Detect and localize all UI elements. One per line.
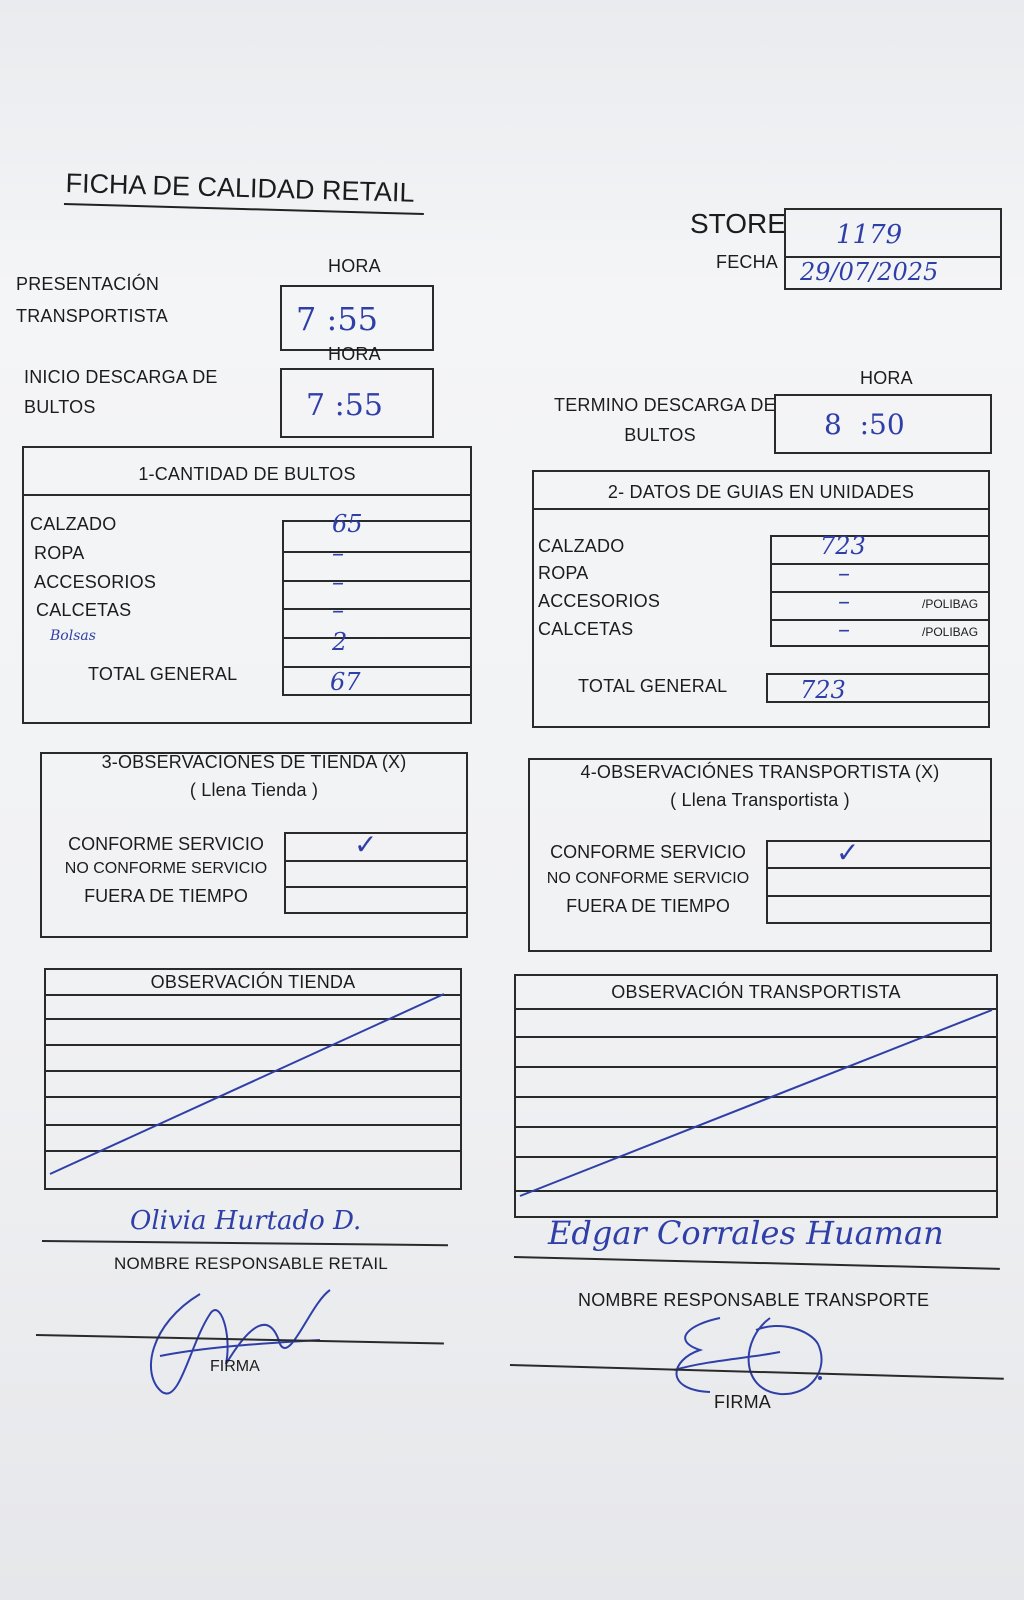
section2-total-value: 723	[800, 676, 846, 704]
termino-time-value: 8 :50	[824, 408, 905, 441]
option-label: NO CONFORME SERVICIO	[64, 860, 268, 877]
retail-signature	[140, 1284, 340, 1404]
section1-row-value[interactable]: –	[332, 539, 344, 567]
section2-title: 2- DATOS DE GUIAS EN UNIDADES	[607, 482, 915, 502]
option-label: CONFORME SERVICIO	[550, 842, 746, 862]
section2-row-label: CALZADO	[538, 536, 625, 556]
section1-total-label: TOTAL GENERAL	[88, 664, 238, 684]
section2-row-label: ACCESORIOS	[538, 591, 661, 611]
section4-title: 4-OBSERVACIÓNES TRANSPORTISTA (X)	[580, 762, 940, 782]
check-mark[interactable]: ✓	[836, 836, 860, 869]
transporte-responsable-name: Edgar Corrales Huaman	[548, 1214, 944, 1252]
section2-total-label: TOTAL GENERAL	[578, 676, 728, 696]
observacion-tienda-title: OBSERVACIÓN TIENDA	[150, 972, 356, 992]
fecha-label: FECHA	[716, 252, 779, 272]
retail-firma-label: FIRMA	[210, 1358, 260, 1375]
section3-subtitle: ( Llena Tienda )	[189, 780, 319, 800]
section1-row-label: CALCETAS	[36, 600, 132, 620]
section1-row-value[interactable]: 2	[332, 628, 348, 656]
check-mark[interactable]: ✓	[354, 828, 378, 861]
section4-subtitle: ( Llena Transportista )	[670, 790, 850, 810]
section2-row-value[interactable]: –	[838, 559, 850, 587]
strike-through-line	[44, 968, 462, 1190]
section2-row-label: ROPA	[538, 563, 589, 583]
polibag-label: /POLIBAG	[922, 625, 979, 639]
section2-row-value[interactable]: –	[838, 587, 850, 615]
retail-responsable-label: NOMBRE RESPONSABLE RETAIL	[114, 1254, 388, 1273]
option-label: NO CONFORME SERVICIO	[546, 870, 750, 887]
option-label: FUERA DE TIEMPO	[566, 896, 730, 916]
retail-responsable-name: Olivia Hurtado D.	[130, 1206, 362, 1236]
store-value: 1179	[836, 220, 903, 250]
transporte-responsable-label: NOMBRE RESPONSABLE TRANSPORTE	[578, 1290, 930, 1310]
inicio-time-value: 7 :55	[306, 388, 383, 423]
option-label: FUERA DE TIEMPO	[84, 886, 248, 906]
section2-row-label: CALCETAS	[538, 619, 634, 639]
section1-row-label: ACCESORIOS	[34, 572, 157, 592]
section1-row-value[interactable]: –	[332, 596, 344, 624]
section1-row-label: Bolsas	[50, 628, 96, 644]
presentacion-label: PRESENTACIÓN TRANSPORTISTA	[16, 274, 168, 326]
form-title: FICHA DE CALIDAD RETAIL	[65, 168, 415, 208]
section3-title: 3-OBSERVACIONES DE TIENDA (X)	[101, 752, 407, 772]
presentacion-time-value: 7 :55	[296, 300, 379, 338]
section1-row-value[interactable]: 65	[332, 510, 363, 538]
section1-total-value[interactable]: 67	[330, 668, 361, 696]
section1-title: 1-CANTIDAD DE BULTOS	[138, 464, 356, 484]
fecha-value: 29/07/2025	[800, 258, 939, 286]
inicio-label: INICIO DESCARGA DE BULTOS	[24, 367, 218, 417]
transporte-firma-label: FIRMA	[714, 1392, 771, 1412]
section1-row-label: CALZADO	[30, 514, 117, 534]
hora-label-1: HORA	[328, 256, 381, 276]
store-label: STORE	[690, 208, 786, 239]
observacion-transportista-title: OBSERVACIÓN TRANSPORTISTA	[611, 982, 901, 1002]
option-label: CONFORME SERVICIO	[68, 834, 264, 854]
termino-label: TERMINO DESCARGA DE BULTOS	[554, 395, 776, 445]
section1-row-label: ROPA	[34, 543, 85, 563]
polibag-label: /POLIBAG	[922, 597, 979, 611]
section2-row-value[interactable]: –	[838, 615, 850, 643]
section2-row-value[interactable]: 723	[820, 532, 866, 560]
hora-label-3: HORA	[860, 368, 913, 388]
strike-through-line	[514, 974, 998, 1218]
section1-row-value[interactable]: –	[332, 568, 344, 596]
hora-label-2: HORA	[328, 344, 381, 364]
